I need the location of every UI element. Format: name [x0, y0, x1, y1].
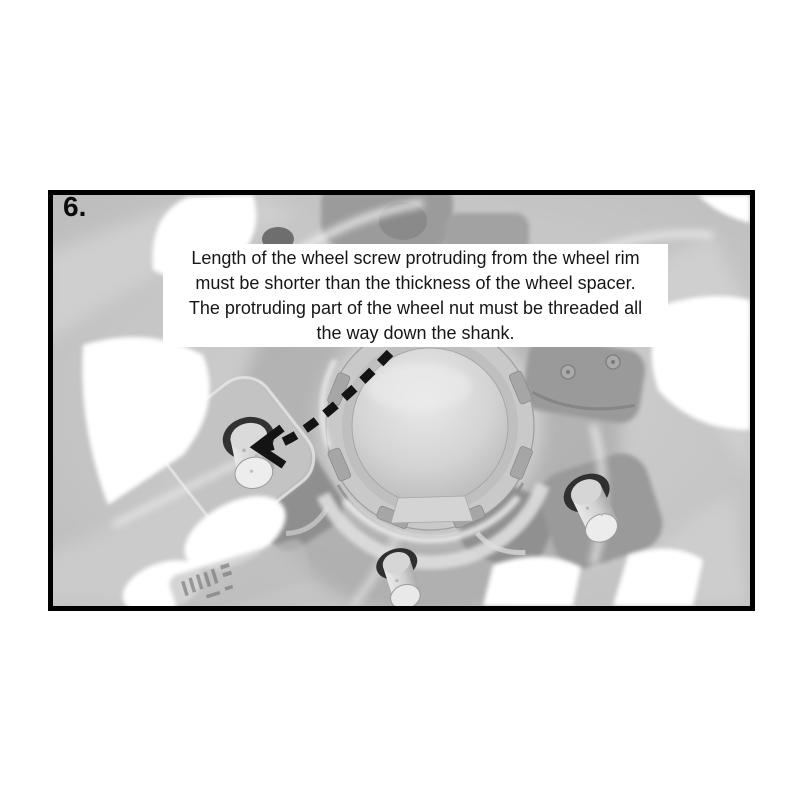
- note-line: must be shorter than the thickness of the wheel spacer.: [195, 272, 636, 293]
- note-line: The protruding part of the wheel nut must be threaded all: [188, 297, 643, 318]
- note-line: Length of the wheel screw protruding from the wheel rim: [191, 247, 640, 268]
- note-line: the way down the shank.: [316, 322, 515, 343]
- dome-highlight: [367, 363, 471, 411]
- window-bottom-center: [483, 556, 581, 606]
- hub-lower-step: [391, 496, 473, 523]
- step-number-label: 6.: [63, 191, 87, 222]
- instruction-frame: [48, 190, 755, 611]
- instruction-note: [163, 244, 668, 347]
